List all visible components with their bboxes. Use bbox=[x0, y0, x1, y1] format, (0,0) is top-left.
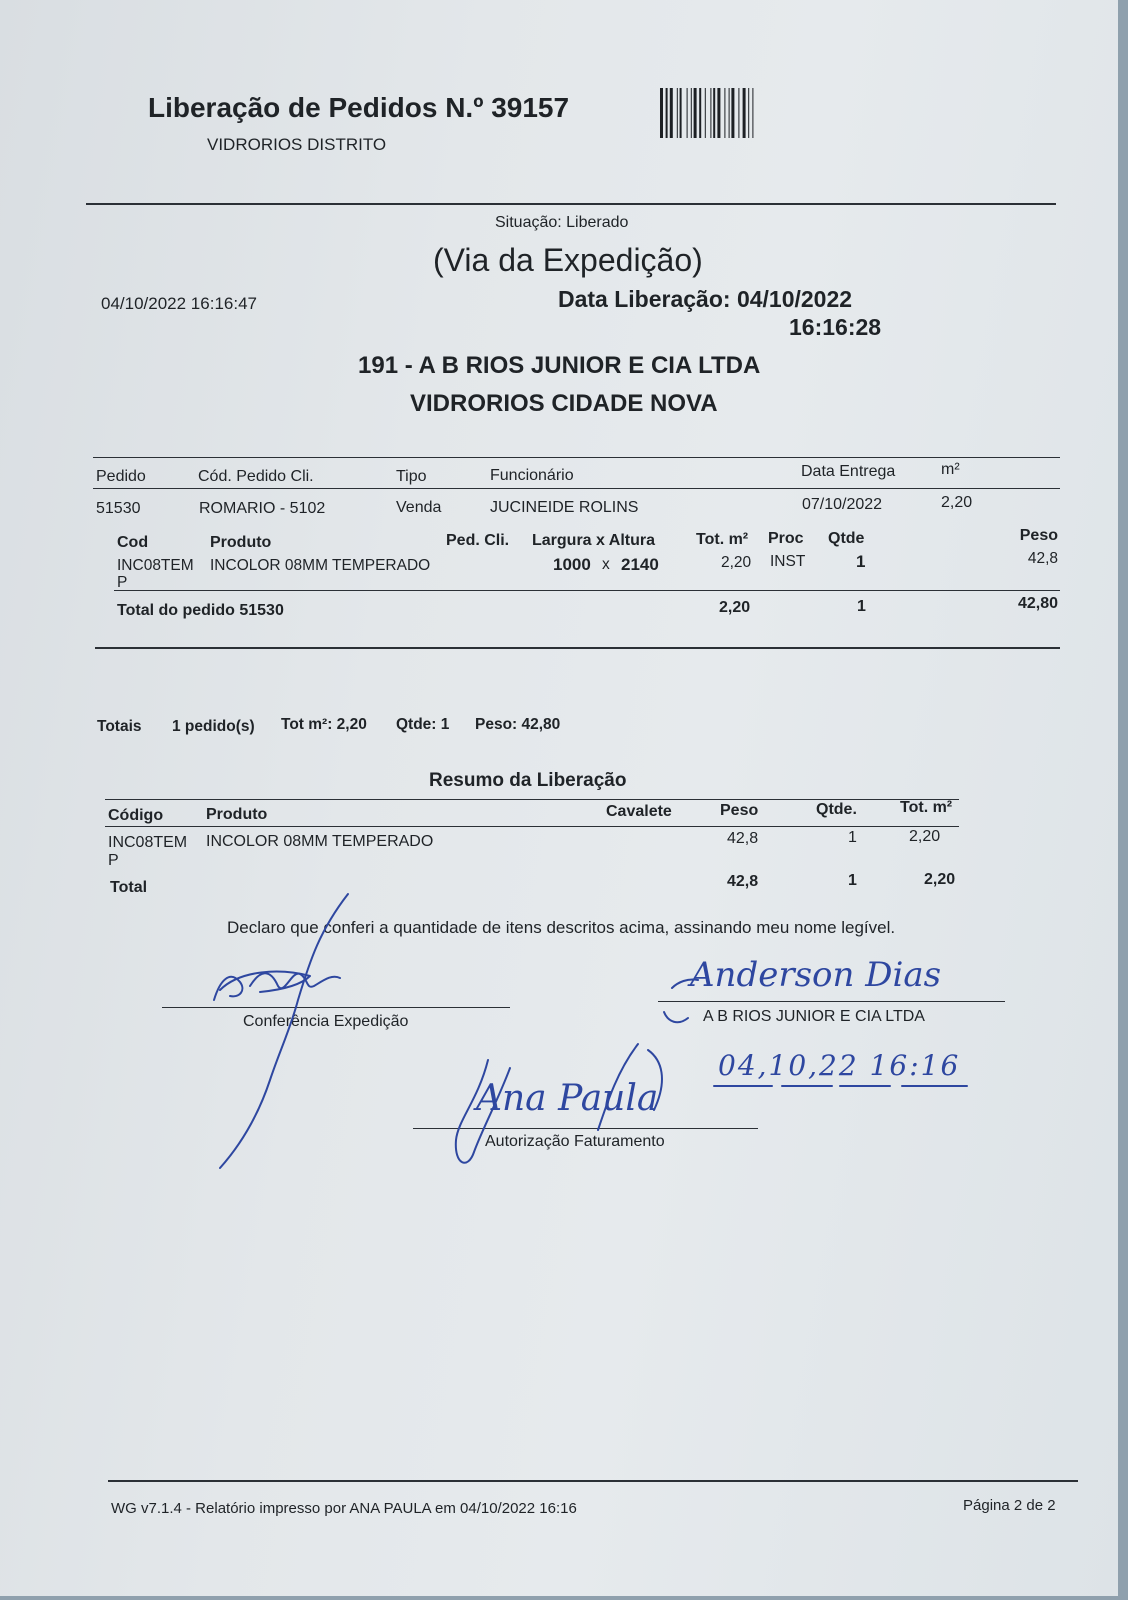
summary-qtde: 1 bbox=[848, 829, 857, 846]
autorizacao-signature-flourish bbox=[448, 1040, 688, 1180]
item-qtde: 1 bbox=[856, 552, 866, 571]
item-header-ped-cli: Ped. Cli. bbox=[446, 532, 510, 549]
order-m2: 2,20 bbox=[941, 494, 973, 511]
col-header-funcionario: Funcionário bbox=[490, 467, 574, 484]
order-total-peso: 42,80 bbox=[1017, 595, 1058, 612]
summary-total-qtde: 1 bbox=[848, 872, 857, 889]
summary-peso: 42,8 bbox=[727, 830, 759, 847]
summary-total-tot-m2: 2,20 bbox=[924, 871, 956, 888]
summary-total-peso: 42,8 bbox=[727, 873, 759, 890]
order-cod-pedido-cli: ROMARIO - 5102 bbox=[199, 500, 326, 517]
summary-header-codigo: Código bbox=[108, 807, 164, 824]
item-cod-line2: P bbox=[117, 574, 128, 591]
item-largura: 1000 bbox=[553, 555, 591, 574]
totals-qtde: Qtde: 1 bbox=[396, 716, 450, 733]
col-header-pedido: Pedido bbox=[96, 468, 146, 485]
item-header-proc: Proc bbox=[768, 530, 804, 547]
summary-top-rule bbox=[105, 799, 959, 800]
order-pedido: 51530 bbox=[96, 500, 141, 517]
item-header-cod: Cod bbox=[117, 534, 149, 551]
barcode bbox=[660, 88, 830, 138]
summary-header-qtde: Qtde. bbox=[816, 801, 857, 818]
order-total-rule bbox=[114, 590, 1060, 591]
item-peso: 42,8 bbox=[1027, 550, 1058, 567]
footer-page-number: Página 2 de 2 bbox=[963, 1497, 1056, 1514]
handwritten-date-underline bbox=[712, 1082, 972, 1090]
copy-type: (Via da Expedição) bbox=[433, 242, 703, 278]
document-title: Liberação de Pedidos N.º 39157 bbox=[148, 92, 570, 123]
col-header-data-entrega: Data Entrega bbox=[801, 463, 896, 480]
summary-header-cavalete: Cavalete bbox=[606, 803, 672, 820]
client-name: 191 - A B RIOS JUNIOR E CIA LTDA bbox=[358, 352, 761, 379]
item-tot-m2: 2,20 bbox=[721, 554, 752, 571]
order-table-bottom-rule bbox=[95, 647, 1060, 649]
order-tipo: Venda bbox=[396, 499, 442, 516]
order-table-top-rule bbox=[93, 457, 1060, 458]
client-signature-flourish bbox=[658, 960, 718, 1030]
totals-peso: Peso: 42,80 bbox=[475, 716, 561, 733]
item-cod-line1: INC08TEM bbox=[117, 557, 194, 574]
summary-header-rule bbox=[105, 826, 959, 827]
item-produto: INCOLOR 08MM TEMPERADO bbox=[210, 557, 431, 574]
totals-m2: Tot m²: 2,20 bbox=[281, 716, 367, 733]
totals-label: Totais bbox=[97, 718, 142, 735]
client-signature-label: A B RIOS JUNIOR E CIA LTDA bbox=[703, 1008, 925, 1025]
totals-pedidos: 1 pedido(s) bbox=[172, 718, 255, 735]
order-funcionario: JUCINEIDE ROLINS bbox=[490, 499, 639, 516]
order-header-rule bbox=[93, 488, 1060, 489]
conferencia-label: Conferência Expedição bbox=[243, 1013, 409, 1030]
autorizacao-label: Autorização Faturamento bbox=[485, 1133, 665, 1150]
summary-codigo-line2: P bbox=[108, 852, 119, 869]
order-total-qtde: 1 bbox=[857, 598, 866, 615]
footer-rule bbox=[108, 1480, 1078, 1482]
summary-produto: INCOLOR 08MM TEMPERADO bbox=[206, 833, 434, 850]
item-proc: INST bbox=[770, 553, 806, 570]
print-datetime: 04/10/2022 16:16:47 bbox=[101, 294, 257, 313]
summary-header-tot-m2: Tot. m² bbox=[900, 799, 953, 816]
summary-codigo-line1: INC08TEM bbox=[108, 834, 188, 851]
item-header-peso: Peso bbox=[1019, 527, 1058, 544]
autorizacao-signature-text: Ana Paula bbox=[476, 1078, 659, 1119]
col-header-m2: m² bbox=[941, 461, 960, 478]
order-total-label: Total do pedido 51530 bbox=[117, 602, 284, 619]
col-header-tipo: Tipo bbox=[396, 468, 427, 485]
summary-header-produto: Produto bbox=[206, 806, 268, 823]
summary-tot-m2: 2,20 bbox=[909, 828, 941, 845]
order-data-entrega: 07/10/2022 bbox=[802, 496, 883, 513]
client-signature-text: Anderson Dias bbox=[690, 955, 942, 995]
release-time: 16:16:28 bbox=[789, 314, 882, 340]
release-date: Data Liberação: 04/10/2022 bbox=[558, 286, 853, 312]
order-total-m2: 2,20 bbox=[719, 599, 751, 616]
item-header-largura-altura: Largura x Altura bbox=[532, 532, 655, 549]
item-header-produto: Produto bbox=[210, 534, 272, 551]
summary-header-peso: Peso bbox=[720, 802, 759, 819]
item-dimension-separator: x bbox=[602, 556, 610, 573]
handwritten-date: 04,10,22 16:16 bbox=[718, 1049, 961, 1082]
header-divider bbox=[86, 203, 1056, 205]
status-text: Situação: Liberado bbox=[495, 214, 629, 231]
client-branch: VIDRORIOS CIDADE NOVA bbox=[410, 390, 718, 417]
footer-printed-by: WG v7.1.4 - Relatório impresso por ANA PAULA em 04/10/2022 16:16 bbox=[111, 1500, 577, 1517]
item-altura: 2140 bbox=[621, 555, 659, 574]
item-header-qtde: Qtde bbox=[828, 530, 865, 547]
company-name: VIDRORIOS DISTRITO bbox=[207, 135, 387, 154]
item-header-tot-m2: Tot. m² bbox=[696, 531, 749, 548]
summary-total-label: Total bbox=[110, 879, 148, 896]
summary-title: Resumo da Liberação bbox=[429, 770, 627, 791]
declaration-text: Declaro que conferi a quantidade de itens descritos acima, assinando meu nome legível. bbox=[227, 918, 896, 937]
conferencia-signature bbox=[200, 890, 360, 1170]
col-header-cod-pedido-cli: Cód. Pedido Cli. bbox=[198, 468, 314, 485]
